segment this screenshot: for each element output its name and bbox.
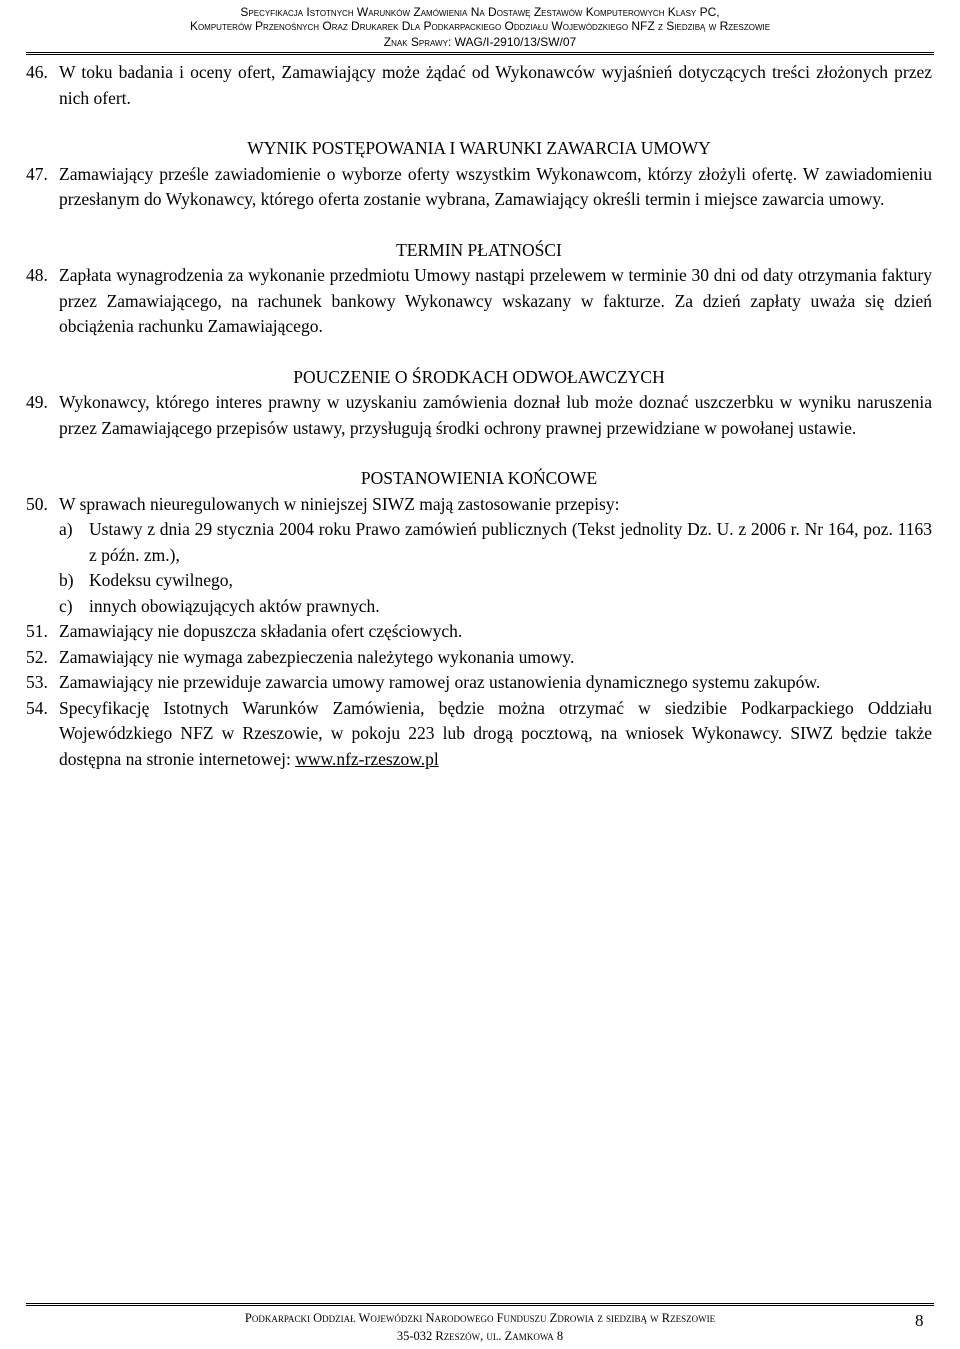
paragraph-54-text: Specyfikację Istotnych Warunków Zamówienia, będzie można otrzymać w siedzibie Podkarpackiego Oddziału Wojewódzkiego NFZ w Rzeszowie, w pokoju 223 lub drogą pocztową, na wniosek Wykonawcy. SIWZ będzie także dostępna na stronie internetowej: [59,697,932,769]
paragraph-number: 54. [26,697,48,718]
paragraph-50 [26,492,932,518]
footer-address: 35-032 Rzeszów, ul. Zamkowa 8 [396,1329,564,1343]
paragraph-text: Zamawiający prześle zawiadomienie o wyborze oferty wszystkim Wykonawcom, którzy złożyli ofertę. W zawiadomieniu przesłanym do Wykonawcy, którego oferta zostanie wybrana, Zamawiający określi termin i miejsce zawarcia umowy. [59,163,932,209]
document-body [26,60,932,772]
list-item-a [59,517,932,568]
footer-organization: Podkarpacki Oddział Wojewódzki Narodowego Funduszu Zdrowia z siedzibą w Rzeszowie [244,1311,716,1325]
header-rule-double [26,54,934,55]
list-item-text: innych obowiązujących aktów prawnych. [89,595,380,616]
paragraph-text: W sprawach nieuregulowanych w niniejszej SIWZ mają zastosowanie przepisy: [59,493,620,514]
header-line-1: Specyfikacja Istotnych Warunków Zamówienia Na Dostawę Zestawów Komputerowych Klasy PC, [240,5,720,19]
paragraph-text: Zamawiający nie dopuszcza składania ofert częściowych. [59,621,463,641]
paragraph-number: 52. [26,646,48,667]
paragraph-49 [26,390,932,441]
section-heading-final: POSTANOWIENIA KOŃCOWE [360,468,598,488]
list-item-text: Kodeksu cywilnego, [89,570,233,590]
paragraph-number: 50. [26,493,48,514]
list-item-label: c) [59,595,73,616]
section-heading-result: WYNIK POSTĘPOWANIA I WARUNKI ZAWARCIA UMOWY [247,138,711,158]
section-heading-appeals: POUCZENIE O ŚRODKACH ODWOŁAWCZYCH [293,366,665,387]
list-item-c [59,594,932,620]
paragraph-text: Zapłata wynagrodzenia za wykonanie przedmiotu Umowy nastąpi przelewem w terminie 30 dni od daty otrzymania faktury przez Zamawiającego, na rachunek bankowy Wykonawcy wskazany w fakturze. Za dzień zapłaty uważa się dzień obciążenia rachunku Zamawiającego. [59,265,932,336]
header-line-2: Komputerów Przenośnych Oraz Drukarek Dla Podkarpackiego Oddziału Wojewódzkiego NFZ z Siedzibą w Rzeszowie [189,19,771,33]
paragraph-number: 51. [26,621,48,641]
paragraph-text: Wykonawcy, którego interes prawny w uzyskaniu zamówienia doznał lub może doznać uszczerbku w wyniku naruszenia przez Zamawiającego przepisów ustawy, przysługują środki ochrony prawnej przewidziane w powołanej ustawie. [59,392,932,438]
paragraph-53 [26,670,932,696]
list-item-b [59,568,932,594]
paragraph-46 [26,60,932,111]
section-heading-payment: TERMIN PŁATNOŚCI [396,239,562,260]
paragraph-text [59,696,932,773]
paragraph-text: Zamawiający nie przewiduje zawarcia umowy ramowej oraz ustanowienia dynamicznego systemu zakupów. [59,672,821,692]
paragraph-47 [26,162,932,213]
paragraph-51 [26,619,932,645]
paragraph-52 [26,645,932,671]
paragraph-text: W toku badania i oceny ofert, Zamawiający może żądać od Wykonawców wyjaśnień dotyczących treści złożonych przez nich ofert. [59,62,932,108]
header-case-number: Znak Sprawy: WAG/I-2910/13/SW/07 [383,35,577,49]
paragraph-number: 48. [26,265,48,285]
paragraph-number: 46. [26,62,48,82]
footer-rule [26,1303,934,1304]
paragraph-number: 47. [26,163,48,184]
footer-rule-double [26,1305,934,1306]
paragraph-number: 53. [26,672,48,692]
list-item-text: Ustawy z dnia 29 stycznia 2004 roku Prawo zamówień publicznych (Tekst jednolity Dz. U. z 2006 r. Nr 164, poz. 1163 z późn. zm.), [89,519,932,565]
paragraph-text: Zamawiający nie wymaga zabezpieczenia należytego wykonania umowy. [59,646,575,667]
header-rule [26,52,934,53]
website-link[interactable]: www.nfz-rzeszow.pl [295,748,439,769]
paragraph-54 [26,696,932,773]
list-item-label: a) [59,519,73,539]
paragraph-48 [26,263,932,340]
paragraph-number: 49. [26,392,48,412]
page-number: 8 [915,1311,924,1330]
list-item-label: b) [59,570,74,590]
